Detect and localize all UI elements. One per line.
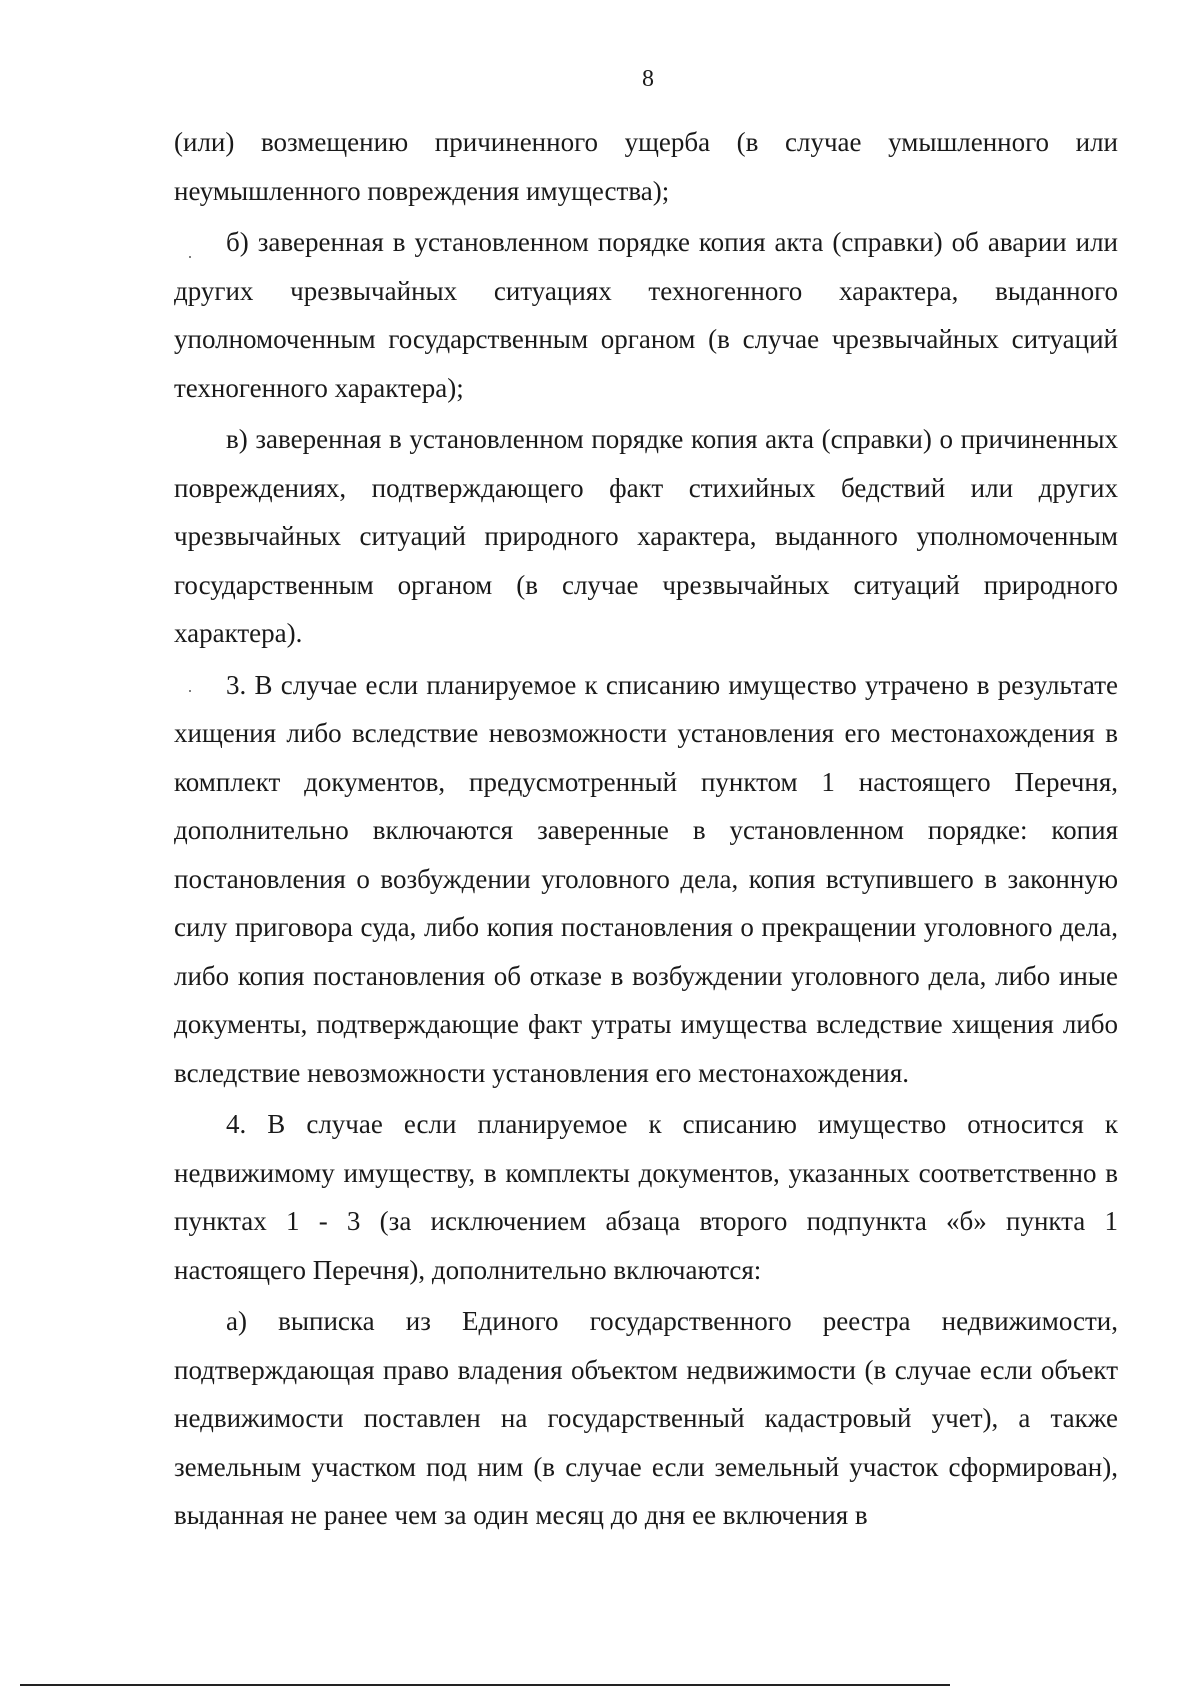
paragraph-item-a: а) выписка из Единого государственного реестра недвижимости, подтверждающая право владения объектом недвижимости (в случае если объект недвижимости поставлен на государственный кадастровый учет), а также земельным участком под ним (в случае если земельный участок сформирован), выданная не ранее чем за один месяц до дня ее включения в (174, 1306, 1118, 1530)
paragraph-point-4: 4. В случае если планируемое к списанию имущество относится к недвижимому имуществу, в комплекты документов, указанных соответственно в пунктах 1 - 3 (за исключением абзаца второго подпункта «б» пункта 1 настоящего Перечня), дополнительно включаются: (174, 1109, 1118, 1285)
paragraph-continuation: (или) возмещению причиненного ущерба (в случае умышленного или неумышленного повреждения имущества); (174, 127, 1118, 206)
paragraph-item-b: б) заверенная в установленном порядке копия акта (справки) об аварии или других чрезвычайных ситуациях техногенного характера, выданного уполномоченным государственным органом (в случае чрезвычайных ситуаций техногенного характера); (174, 227, 1118, 403)
scan-speck (189, 256, 191, 258)
scan-speck (189, 690, 191, 692)
paragraph-point-3: 3. В случае если планируемое к списанию имущество утрачено в результате хищения либо вследствие невозможности установления его местонахождения в комплект документов, предусмотренный пунктом 1 настоящего Перечня, дополнительно включаются заверенные в установленном порядке: копия постановления о возбуждении уголовного дела, копия вступившего в законную силу приговора суда, либо копия постановления о прекращении уголовного дела, либо копия постановления об отказе в возбуждении уголовного дела, либо иные документы, подтверждающие факт утраты имущества вследствие хищения либо вследствие невозможности установления его местонахождения. (174, 669, 1118, 1088)
scan-edge-line (20, 1684, 950, 1686)
paragraph-item-v: в) заверенная в установленном порядке копия акта (справки) о причиненных повреждениях, подтверждающего факт стихийных бедствий или других чрезвычайных ситуаций природного характера, выданного уполномоченным государственным органом (в случае чрезвычайных ситуаций природного характера). (174, 424, 1118, 648)
page-number: 8 (642, 66, 654, 92)
document-body (174, 118, 1118, 1540)
